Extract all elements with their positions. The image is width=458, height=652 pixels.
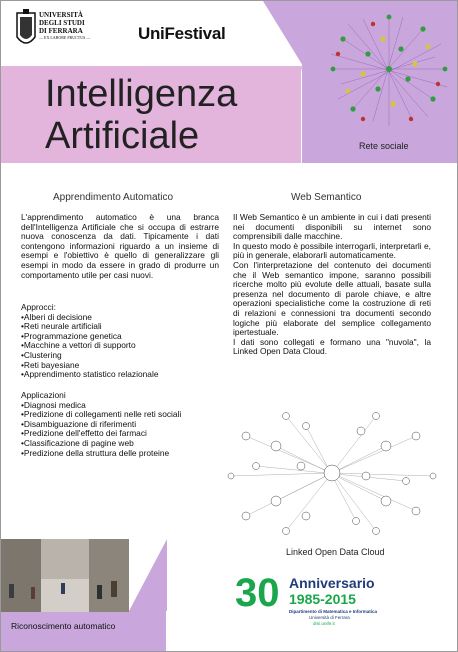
anniversary-number: 30 [235, 571, 280, 615]
applicazioni-title: Applicazioni [21, 390, 66, 400]
list-item: •Reti neurale artificiali [21, 321, 102, 332]
department-name: Dipartimento di Matematica e Informatica [289, 609, 378, 614]
list-item: •Macchine a vettori di supporto [21, 340, 136, 351]
paragraph: I dati sono collegati e formano una "nuvola", la Linked Open Data Cloud. [233, 336, 431, 357]
anniversary-logo [233, 571, 433, 631]
list-item: •Diagnosi medica [21, 399, 86, 410]
applicazioni-list [21, 401, 219, 459]
web-semantico-text [233, 213, 431, 357]
right-column-heading: Web Semantico [291, 192, 362, 203]
approcci-section [21, 303, 219, 380]
paragraph: In questo modo è possibile interrogarli, interpretarli e, più in generale, elaborarli automaticamente. [233, 240, 431, 261]
list-item: •Predizione dell'effetto dei farmaci [21, 428, 147, 439]
university-motto: — EX LABORE FRUCTUS — [39, 35, 91, 40]
applicazioni-section [21, 391, 219, 458]
list-item: •Predizione di collegamenti nelle reti sociali [21, 409, 182, 420]
title-pink-wedge [263, 66, 303, 163]
list-item: •Alberi di decisione [21, 311, 92, 322]
list-item: •Classificazione di pagine web [21, 437, 134, 448]
department-web: dmi.unife.it [313, 621, 335, 626]
festival-title: UniFestival [138, 24, 226, 43]
header-purple-wedge [263, 1, 303, 66]
social-network-caption: Rete sociale [359, 141, 409, 151]
list-item: •Programmazione genetica [21, 330, 122, 341]
approcci-list [21, 313, 219, 380]
bottom-purple-wedge [129, 539, 167, 611]
page-title [45, 73, 237, 157]
university-small: Università di Ferrara [309, 615, 350, 620]
paragraph: Con l'interpretazione del contenuto dei documenti che il Web semantico impone, saranno possibili ricerche molto più evolute delle attuali, basate sulla presenza nel documento di parole chiave, e altre operazioni specialistiche come la costruzione di reti di relazioni e connessioni tra documenti secondo logiche più elaborate del semplice collegamento ipertestuale. [233, 259, 431, 338]
left-intro-text: L'apprendimento automatico è una branca dell'Intelligenza Artificiale che si occupa di estrarre nuova conoscenza da dati. Tipicamente i dati contengono informazioni riguardo a un insieme di esempi e l'obiettivo è quello di generalizzare gli esempi in modo da essere in grado di produrre un comportamento utile per casi nuovi. [21, 212, 219, 280]
title-line: Intelligenza [45, 73, 238, 115]
anniversary-years: 1985-2015 [289, 591, 356, 607]
list-item: •Disambiguazione di riferimenti [21, 418, 137, 429]
university-name-line: UNIVERSITÀ [39, 11, 83, 19]
list-item: •Predizione della struttura delle proteine [21, 447, 170, 458]
list-item: •Clustering [21, 349, 62, 360]
left-column-heading: Apprendimento Automatico [53, 192, 174, 203]
list-item: •Reti bayesiane [21, 359, 80, 370]
paragraph: Il Web Semantico è un ambiente in cui i dati presenti nei documenti disponibili su internet sono comprensibili dalle macchine. [233, 212, 431, 242]
recognition-caption: Riconoscimento automatico [11, 621, 116, 631]
university-name-line: DI FERRARA [39, 27, 83, 35]
university-name [39, 11, 90, 40]
university-name-line: DEGLI STUDI [39, 19, 85, 27]
social-network-graph [323, 9, 455, 131]
lod-cloud-caption: Linked Open Data Cloud [286, 547, 385, 557]
automatic-recognition-photo [1, 539, 129, 612]
bottom-purple-strip [1, 611, 166, 651]
linked-open-data-cloud-graph [226, 406, 438, 541]
list-item: •Apprendimento statistico relazionale [21, 369, 159, 380]
anniversary-label: Anniversario [289, 575, 375, 591]
title-line: Artificiale [45, 115, 200, 157]
approcci-title: Approcci: [21, 302, 56, 312]
